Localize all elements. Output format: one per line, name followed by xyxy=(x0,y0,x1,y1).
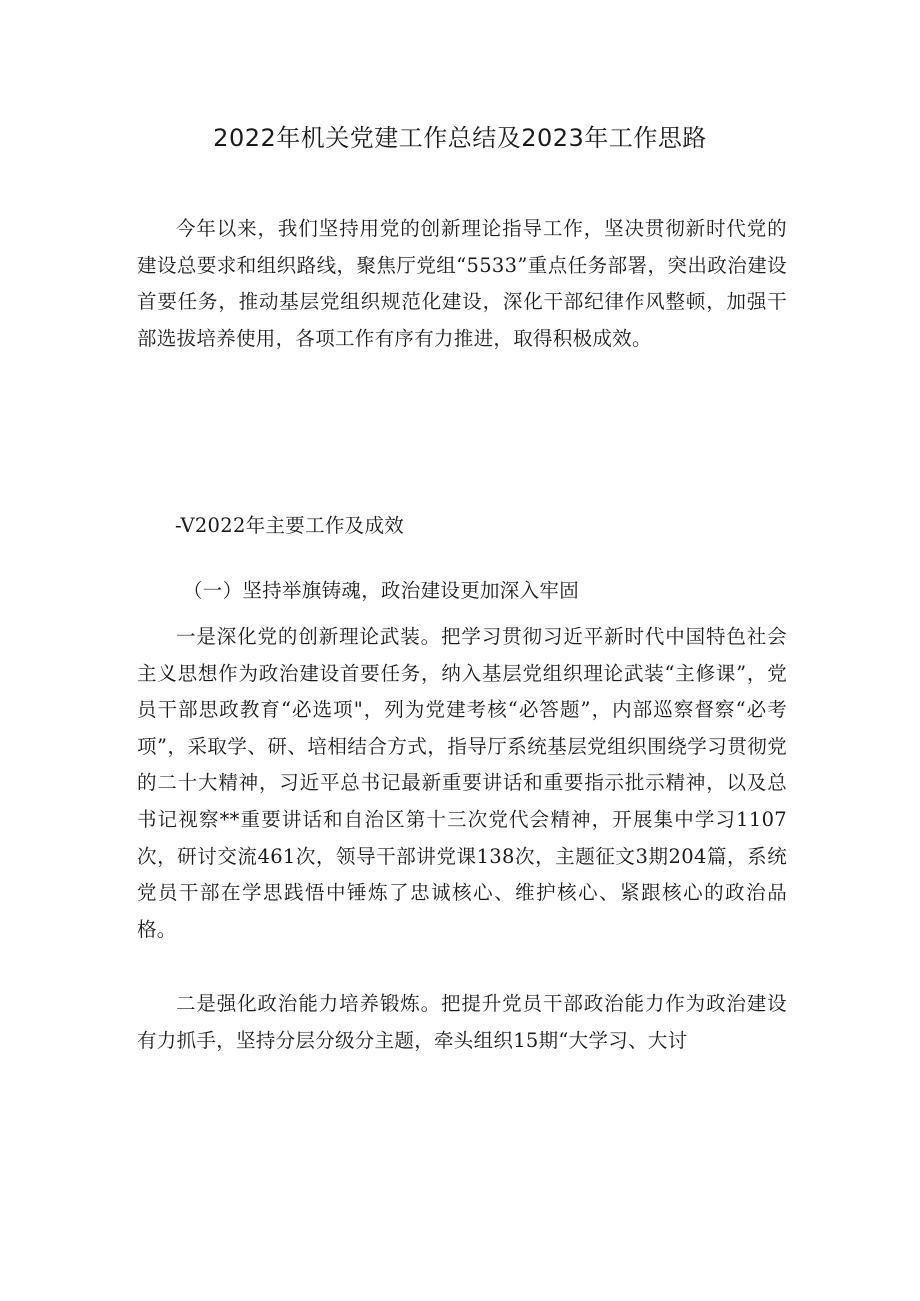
section-heading: -V2022年主要工作及成效 xyxy=(175,514,405,537)
body-paragraph-2: 二是强化政治能力培养锻炼。把提升党员干部政治能力作为政治建设有力抓手，坚持分层分级分主题，牵头组织15期“大学习、大讨 xyxy=(137,992,787,1052)
body-paragraph-1: 一是深化党的创新理论武装。把学习贯彻习近平新时代中国特色社会主义思想作为政治建设首要任务，纳入基层党组织理论武装“主修课”，党员干部思政教育“必选项"，列为党建考核“必答题”，内部巡察督察“必考项”，采取学、研、培相结合方式，指导厅系统基层党组织围绕学习贯彻党的二十大精神，习近平总书记最新重要讲话和重要指示批示精神，以及总书记视察**重要讲话和自治区第十三次党代会精神，开展集中学习1107次，研讨交流461次，领导干部讲党课138次，主题征文3期204篇，系统党员干部在学思践悟中锤炼了忠诚核心、维护核心、紧跟核心的政治品格。 xyxy=(137,625,787,941)
intro-paragraph: 今年以来，我们坚持用党的创新理论指导工作，坚决贯彻新时代党的建设总要求和组织路线，聚焦厅党组“5533”重点任务部署，突出政治建设首要任务，推动基层党组织规范化建设，深化干部纪律作风整顿，加强干部选拔培养使用，各项工作有序有力推进，取得积极成效。 xyxy=(137,217,787,350)
subsection-heading: （一）坚持举旗铸魂，政治建设更加深入牢固 xyxy=(183,579,580,602)
document-title: 2022年机关党建工作总结及2023年工作思路 xyxy=(213,124,707,152)
